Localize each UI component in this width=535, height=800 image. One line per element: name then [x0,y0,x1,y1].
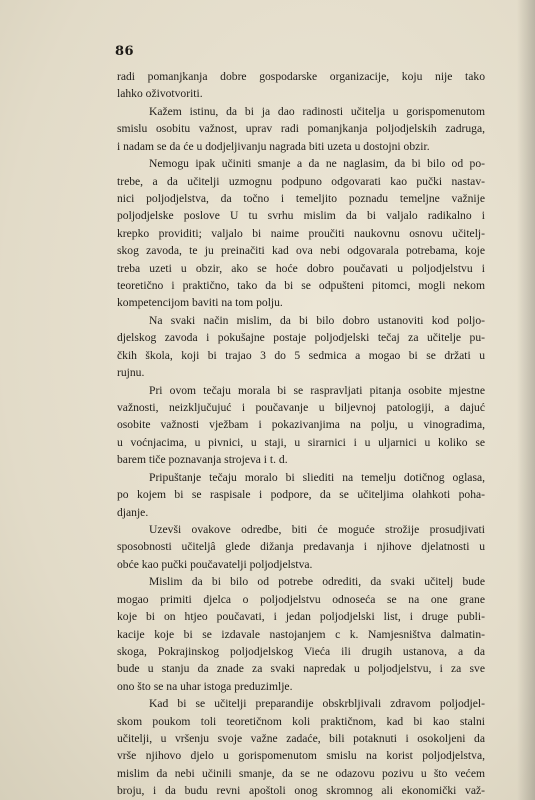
text-line: ono što se na uhar istoga preduzimlje. [117,679,293,693]
body-text [117,68,485,800]
text-line: djelskog zavoda i pokušajne postaje poljodjelski tečaj za učitelje pu- [117,331,485,345]
text-line: djanje. [117,505,149,519]
text-line: teoretično i praktično, tako da bi se odpušteni pitomci, mogli nekom [117,279,485,293]
text-line: mogao primiti djelca o poljodjelstvu odnoseća se na one grane [117,592,485,606]
text-line: Kad bi se učitelji preparandije obskrbljivali zdravom poljodjel- [149,697,485,711]
text-line: Nemogu ipak učiniti smanje a da ne naglasim, da bi bilo od po- [149,157,485,171]
text-line: koje bi on htjeo poučavati, i jedan poljodjelski list, i druge publi- [117,610,485,624]
text-line: po kojem bi se raspisale i podpore, da se učiteljima olahkoti poha- [117,488,485,502]
text-line: Mislim da bi bilo od potrebe odrediti, da svaki učitelj bude [149,575,485,589]
text-line: i nadam se da će u dodjeljivanju nagrada biti uzeta u dostojni obzir. [117,139,430,153]
text-line: Na svaki način mislim, da bi bilo dobro ustanoviti kod poljo- [149,313,485,327]
page-edge-shadow [517,0,535,800]
text-line: vrše njihovo djelo u gorispomenutom smislu na korist poljodjelstva, [117,749,485,763]
page-number: 86 [115,44,135,59]
text-line: u voćnjacima, u pivnici, u staji, u sirarnici i u uljarnici u koliko se [117,435,485,449]
text-line: obće kao pučki poučavatelji poljodjelstva. [117,557,313,571]
text-line: smislu osobitu važnost, uprav radi pomanjkanja poljodjelskih zadruga, [117,122,485,136]
text-line: skog zavoda, te ju preinačiti kad ova nebi odgovarala potrebama, koje [117,244,485,258]
text-line: trebe, a da učitelji uzmognu podpuno odgovarati kao pučki nastav- [117,174,485,188]
text-line: skom poukom toli teoretičnom koli praktičnom, kad bi kao stalni [117,714,485,728]
text-line: barem tiče poznavanja strojeva i t. d. [117,453,288,467]
text-line: treba uzeti u obzir, ako se hoće dobro poučavati u poljodjelstvu i [117,261,485,275]
text-line: Pri ovom tečaju morala bi se raspravljati pitanja osobite mjestne [149,383,485,397]
text-line: Kažem istinu, da bi ja dao radinosti učitelja u gorispomenutom [149,104,485,118]
text-line: lahko oživotvoriti. [117,87,203,101]
text-line: učitelji, u vršenju svoje važne zadaće, bili potaknuti i osokoljeni da [117,732,485,746]
text-line: broju, i da budu revni apoštoli onog skromnog ali ekonomički važ- [117,784,485,798]
text-line: krepko providiti; valjalo bi naime proučiti naukovnu osnovu učitelj- [117,226,485,240]
text-line: radi pomanjkanja dobre gospodarske organizacije, koju nije tako [117,70,485,83]
text-line: nici poljodjelstva, da točno i temeljito poznadu temeljne važnije [117,191,485,205]
text-line: rujnu. [117,366,145,380]
text-line: skoga, Pokrajinskog poljodjelskog Vieća ili drugih ustanova, a da [117,644,485,658]
text-line: osobite važnosti vježbam i pokazivanjima na polju, u vinogradima, [117,418,485,432]
text-line: sposobnosti učiteljâ glede dižanja predavanja i njihove djelatnosti u [117,540,485,554]
text-line: važnosti, neizključujuć i poučavanje u biljevnoj patologiji, a dajuć [117,401,485,415]
text-line: kompetencijom baviti na tom polju. [117,296,283,310]
text-line: mislim da nebi učinili smanje, da se ne odazovu pozivu u što većem [117,766,485,780]
text-line: bude u stanju da znade za svaki napredak u poljodjelstvu, i za sve [117,662,485,676]
text-line: kacije koje bi se izdavale nastojanjem c k. Namjesništva dalmatin- [117,627,485,641]
text-line: Uzevši ovakove odredbe, biti će moguće strožije prosudjivati [149,522,485,536]
text-line: poljodjelske poslove U tu svrhu mislim da bi valjalo radikalno i [117,209,485,223]
text-line: čkih škola, koji bi trajao 3 do 5 sedmica a mogao bi se držati u [117,348,485,362]
text-line: Pripuštanje tečaju moralo bi sliediti na temelju dotičnog oglasa, [149,470,485,484]
